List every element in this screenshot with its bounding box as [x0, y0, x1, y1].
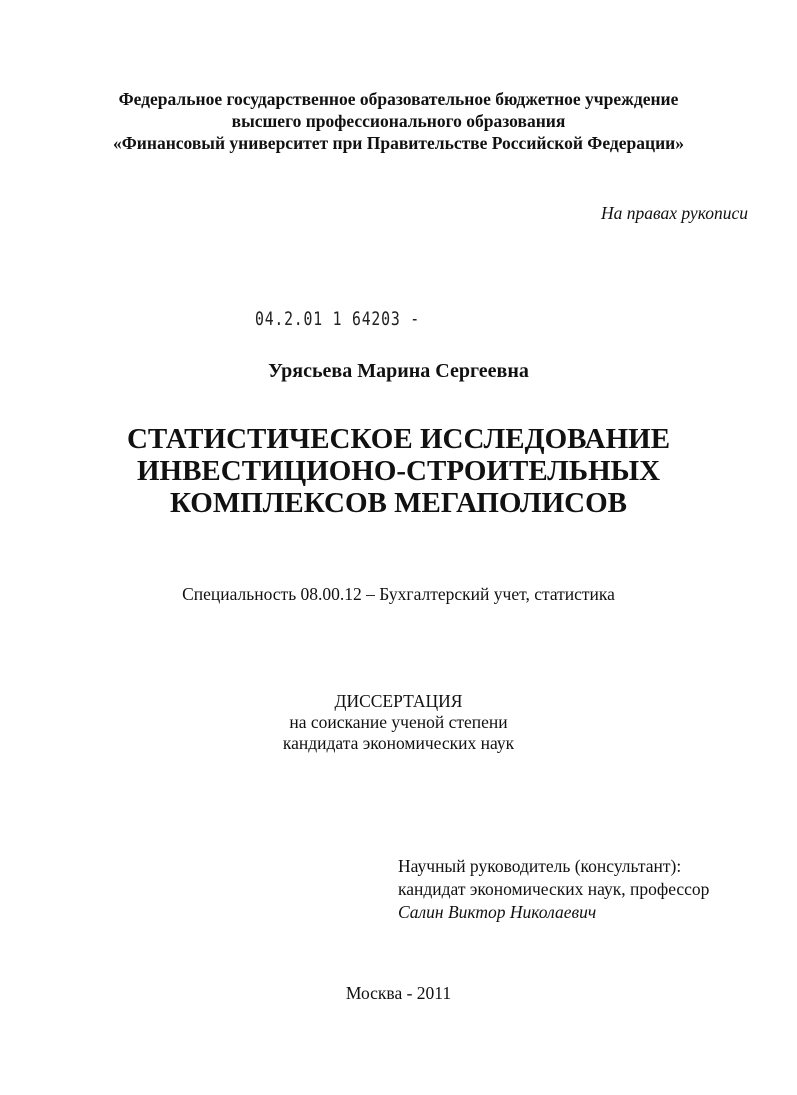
manuscript-rights-note: На правах рукописи: [601, 203, 748, 223]
dissertation-line-2: кандидата экономических наук: [282, 733, 515, 753]
specialty: Специальность 08.00.12 – Бухгалтерский учет, статистика: [182, 584, 615, 604]
institution-line-1: Федеральное государственное образовательное бюджетное учреждение: [118, 89, 679, 109]
title-line-2: ИНВЕСТИЦИОНО-СТРОИТЕЛЬНЫХ: [136, 455, 661, 487]
advisor-label: Научный руководитель (консультант):: [398, 856, 682, 876]
registration-stamp: 04.2.01 1 64203 -: [255, 308, 420, 330]
advisor-degree: кандидат экономических наук, профессор: [398, 879, 710, 899]
advisor-name: Салин Виктор Николаевич: [398, 902, 597, 922]
institution-line-3: «Финансовый университет при Правительстве Российской Федерации»: [113, 133, 684, 153]
institution-line-2: высшего профессионального образования: [231, 111, 566, 131]
city-year: Москва - 2011: [345, 983, 452, 1003]
dissertation-heading: ДИССЕРТАЦИЯ: [334, 691, 463, 711]
dissertation-line-1: на соискание ученой степени: [289, 712, 508, 732]
advisor-block: [398, 855, 709, 924]
title-line-3: КОМПЛЕКСОВ МЕГАПОЛИСОВ: [169, 487, 628, 519]
author-name: Урясьева Марина Сергеевна: [268, 360, 529, 382]
title-line-1: СТАТИСТИЧЕСКОЕ ИССЛЕДОВАНИЕ: [126, 423, 671, 455]
